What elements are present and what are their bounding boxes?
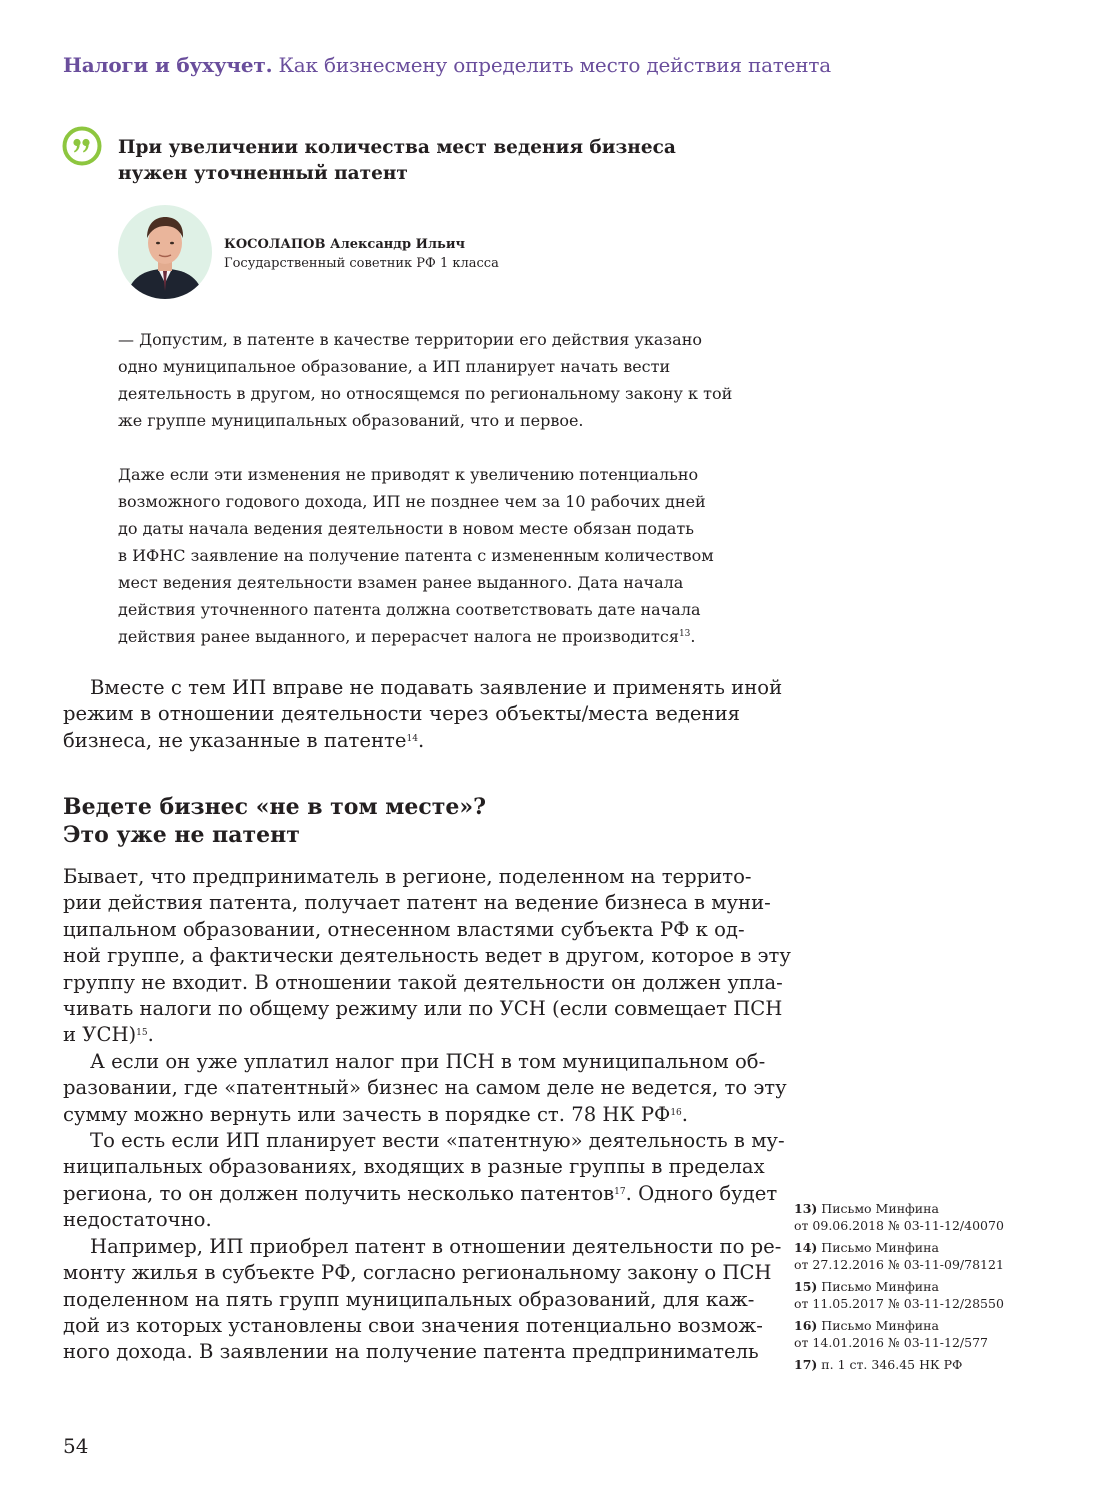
body-text: Бывает, что предприниматель в регионе, поделенном на террито- рии действия патента, получает патент на ведение бизнеса в муни- ципальном образовании, отнесенном властями субъекта РФ к од- ной группе, а фактически деятельность ведет в другом, которое в эту группу не входит. В отношении такой деятельности он должен упла- чивать налоги по общему режиму или по УСН (если совмещает ПСН и УСН)$^{15}$. А если он уже уплатил налог при ПСН в том муниципальном об- разовании, где «патентный» бизнес на самом деле не ведется, то эту сумму можно вернуть или зачесть в порядке ст. 78 НК РФ$^{16}$. То есть если ИП планирует вести «патентную» деятельность в му- ниципальных образованиях, входящих в разные группы в пределах региона, то он должен получить несколько патентов$^{17}$. Одного будет недостаточно. Например, ИП приобрел патент в отношении деятельности по ре- монту жилья в субъекте РФ, согласно региональному закону о ПСН поделенном на пять групп муниципальных образований, для каж- дой из которых установлены свои значения потенциально возмож- ного дохода. В заявлении на получение патента предприниматель [63,865,791,1364]
page-number: 54 [63,1434,89,1458]
footnote-ref[interactable]: 16 [670,1107,682,1118]
quote-line: деятельность в другом, но относящемся по региональному закону к той [118,384,733,403]
author-avatar [118,205,212,299]
quote-line: — Допустим, в патенте в качестве территории его действия указано [118,330,702,349]
quote-icon [62,126,102,166]
quote-line: одно муниципальное образование, а ИП планирует начать вести [118,357,671,376]
header-title: Как бизнесмену определить место действия патента [278,53,832,77]
header-section: Налоги и бухучет. [63,53,273,77]
quote-line: Даже если эти изменения не приводят к увеличению потенциально [118,465,699,484]
footnote-ref[interactable]: 14 [406,733,418,744]
quote-line: до даты начала ведения деятельности в новом месте обязан подать [118,519,694,538]
section-title: Ведете бизнес «не в том месте»? Это уже не патент [63,794,487,848]
author-role: Государственный советник РФ 1 класса [224,256,499,271]
footnote-item: 14) Письмо Минфина от 27.12.2016 № 03-11-09/78121 [794,1240,1004,1272]
footnote-item: 16) Письмо Минфина от 14.01.2016 № 03-11-12/577 [794,1318,988,1350]
footnote-item: 13) Письмо Минфина от 09.06.2018 № 03-11-12/40070 [794,1201,1004,1233]
page-header [63,53,831,77]
quote-title: При увеличении количества мест ведения бизнеса нужен уточненный патент [118,137,676,184]
author-name: КОСОЛАПОВ Александр Ильич [224,237,465,252]
footnote-item: 15) Письмо Минфина от 11.05.2017 № 03-11-12/28550 [794,1279,1004,1311]
quote-line: мест ведения деятельности взамен ранее выданного. Дата начала [118,573,684,592]
footnote-item: 17) п. 1 ст. 346.45 НК РФ [794,1357,963,1372]
quote-line: возможного годового дохода, ИП не позднее чем за 10 рабочих дней [118,492,706,511]
footnote-ref[interactable]: 15 [136,1028,148,1039]
quote-line: же группе муниципальных образований, что и первое. [118,411,584,430]
footnote-ref[interactable]: 13 [678,629,691,639]
quote-line: в ИФНС заявление на получение патента с измененным количеством [118,546,714,565]
quote-body [118,326,758,650]
quote-line: действия ранее выданного, и перерасчет налога не производится$^{13}$. [118,627,696,646]
intro-paragraph: Вместе с тем ИП вправе не подавать заявление и применять иной режим в отношении деятельности через объекты/места ведения бизнеса, не указанные в патенте$^{14}$. [63,676,783,752]
footnotes [794,1201,1054,1380]
footnote-ref[interactable]: 17 [614,1186,626,1197]
quote-line: действия уточненного патента должна соответствовать дате начала [118,600,701,619]
